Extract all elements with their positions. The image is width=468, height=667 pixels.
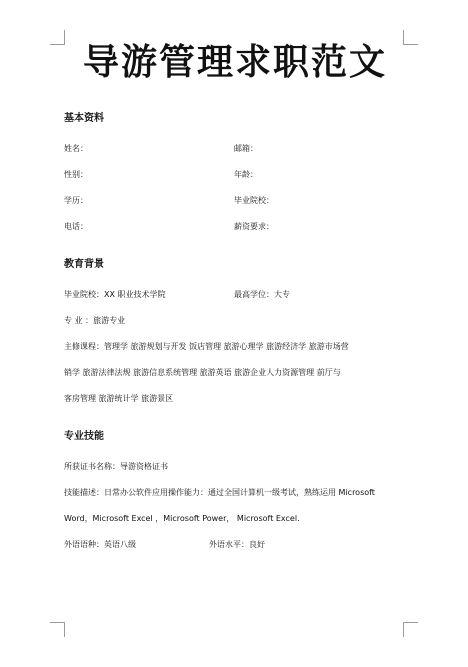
language-row [64, 532, 414, 558]
page-corner-mark [403, 622, 418, 637]
skill-description-line: Word，Microsoft Excel ，Microsoft Power， Microsoft Excel. [64, 514, 300, 523]
courses-line: 销学 旅游法律法规 旅游信息系统管理 旅游英语 旅游企业人力资源管理 前厅与 [64, 368, 341, 377]
field-school: 毕业院校： [234, 196, 274, 205]
field-row [64, 162, 414, 188]
field-row [64, 136, 414, 162]
courses-line: 客房管理 旅游统计学 旅游景区 [64, 394, 174, 403]
field-row [64, 188, 414, 214]
language: 外语语种：英语八级 [64, 540, 136, 549]
section-heading-skills: 专业技能 [64, 431, 104, 442]
courses-line: 主修课程：管理学 旅游规划与开发 饭店管理 旅游心理学 旅游经济学 旅游市场营 [64, 342, 349, 351]
field-gender: 性别： [64, 170, 88, 179]
section-heading-basic: 基本资料 [64, 113, 104, 124]
page-corner-mark [50, 622, 65, 637]
certificate: 所获证书名称：导游资格证书 [64, 462, 168, 471]
field-row [64, 214, 414, 240]
field-salary: 薪资要求： [234, 222, 274, 231]
field-phone: 电话： [64, 222, 88, 231]
document-page [64, 40, 414, 558]
field-age: 年龄： [234, 170, 258, 179]
field-education: 学历： [64, 196, 88, 205]
field-name: 姓名： [64, 144, 88, 153]
document-title: 导游管理求职范文 [82, 42, 387, 83]
section-heading-education: 教育背景 [64, 259, 104, 270]
language-level: 外语水平：良好 [209, 540, 265, 549]
graduate-school: 毕业院校：XX 职业技术学院 [64, 290, 166, 299]
education-row [64, 282, 414, 308]
major: 专 业 ：旅游专业 [64, 316, 126, 325]
field-email: 邮箱： [234, 144, 258, 153]
skill-description-line: 技能描述：日常办公软件应用操作能力：通过全国计算机一级考试，熟练运用 Microsoft [64, 488, 375, 497]
highest-degree: 最高学位：大专 [234, 290, 290, 299]
